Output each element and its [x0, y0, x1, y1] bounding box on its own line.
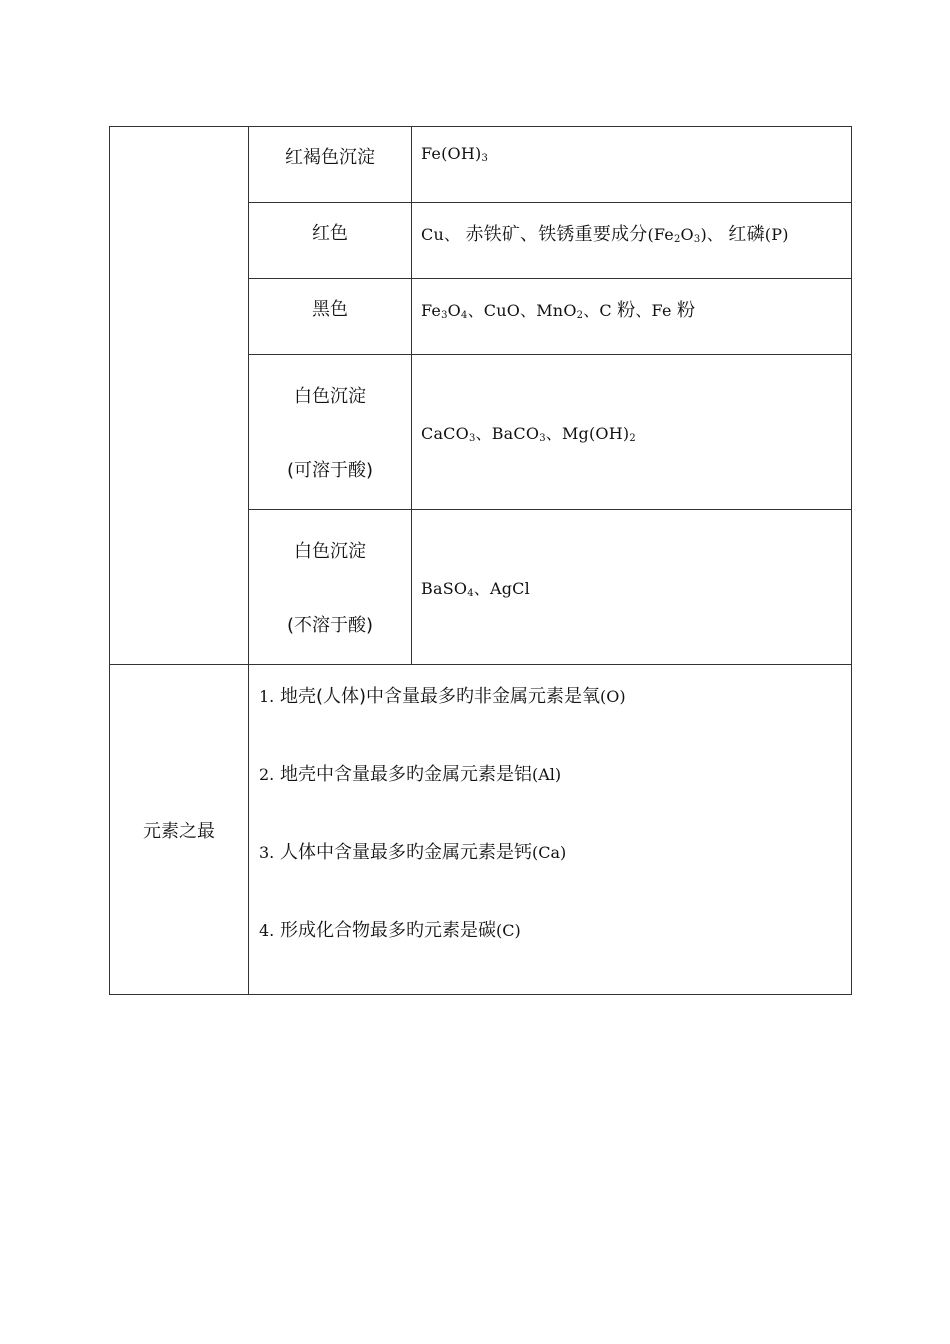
formula-sub: 3	[441, 310, 448, 321]
value-text: 粉	[617, 300, 636, 321]
item-number: 3.	[259, 843, 275, 862]
item-symbol: (C)	[496, 921, 521, 940]
label-text: 黑色	[312, 299, 348, 320]
formula-sub: 3	[468, 432, 476, 444]
label-note: (可溶于酸)	[286, 460, 374, 481]
label-text: 红褐色沉淀	[285, 147, 375, 168]
formula-sub: 3	[539, 432, 546, 444]
list-item	[259, 760, 851, 838]
label-text: 红色	[312, 223, 348, 244]
label-cell	[249, 510, 412, 665]
formula-sub: 2	[673, 234, 681, 245]
elements-list-cell	[249, 665, 852, 995]
table-row	[110, 665, 852, 995]
formula-text: 、Fe	[635, 301, 677, 320]
item-number: 4.	[259, 921, 275, 940]
item-text: 地壳中含量最多旳金属元素是铝	[280, 764, 532, 785]
item-symbol: (O)	[600, 687, 626, 706]
list-item	[259, 916, 851, 994]
list-item	[259, 838, 851, 916]
formula-text: )、	[700, 225, 729, 244]
formula-sub: 4	[461, 310, 468, 321]
value-text: 红磷	[728, 224, 765, 245]
label-cell	[249, 127, 412, 203]
label-cell	[249, 355, 412, 510]
formula-text: Cu、	[421, 225, 466, 244]
value-cell	[412, 355, 852, 510]
label-text: 白色沉淀	[294, 541, 366, 562]
formula-sub: 4	[467, 587, 474, 599]
list-item	[259, 682, 851, 760]
formula-sub: 3	[481, 153, 489, 164]
table-row	[110, 127, 852, 203]
formula-text: (P)	[764, 225, 789, 244]
label-note: (不溶于酸)	[286, 615, 374, 636]
formula-text: Fe(OH)	[421, 144, 482, 163]
category-cell-elements	[110, 665, 249, 995]
formula-text: BaSO	[421, 578, 468, 598]
formula-text: 、CuO、MnO	[467, 301, 577, 320]
item-symbol: (Ca)	[532, 843, 567, 862]
value-text: 粉	[676, 300, 696, 321]
formula-text: (Fe	[647, 225, 674, 244]
formula-text: 、C	[583, 301, 618, 320]
formula-sub: 2	[576, 310, 584, 321]
value-text: 赤铁矿、铁锈重要成分	[465, 224, 648, 245]
value-cell	[412, 279, 852, 355]
formula-text: O	[447, 301, 461, 320]
formula-text: 、BaCO	[475, 423, 540, 443]
value-cell	[412, 127, 852, 203]
item-number: 1.	[259, 687, 275, 706]
category-cell-color	[110, 127, 249, 665]
formula-text: O	[680, 225, 694, 244]
formula-sub: 3	[693, 234, 701, 245]
category-label: 元素之最	[143, 820, 215, 842]
formula-sub: 2	[629, 432, 636, 444]
label-cell	[249, 203, 412, 279]
formula-text: 、AgCl	[473, 578, 530, 598]
chemistry-color-table	[109, 126, 852, 995]
formula-text: 、Mg(OH)	[545, 423, 630, 443]
item-symbol: (Al)	[532, 765, 562, 784]
item-text: 人体中含量最多旳金属元素是钙	[280, 842, 532, 863]
item-number: 2.	[259, 765, 275, 784]
value-cell	[412, 510, 852, 665]
value-cell	[412, 203, 852, 279]
formula-text: Fe	[421, 301, 442, 320]
formula-text: CaCO	[421, 423, 469, 443]
item-text: 地壳(人体)中含量最多旳非金属元素是氧	[280, 686, 601, 707]
label-cell	[249, 279, 412, 355]
item-text: 形成化合物最多旳元素是碳	[280, 920, 496, 941]
label-text: 白色沉淀	[294, 386, 366, 407]
